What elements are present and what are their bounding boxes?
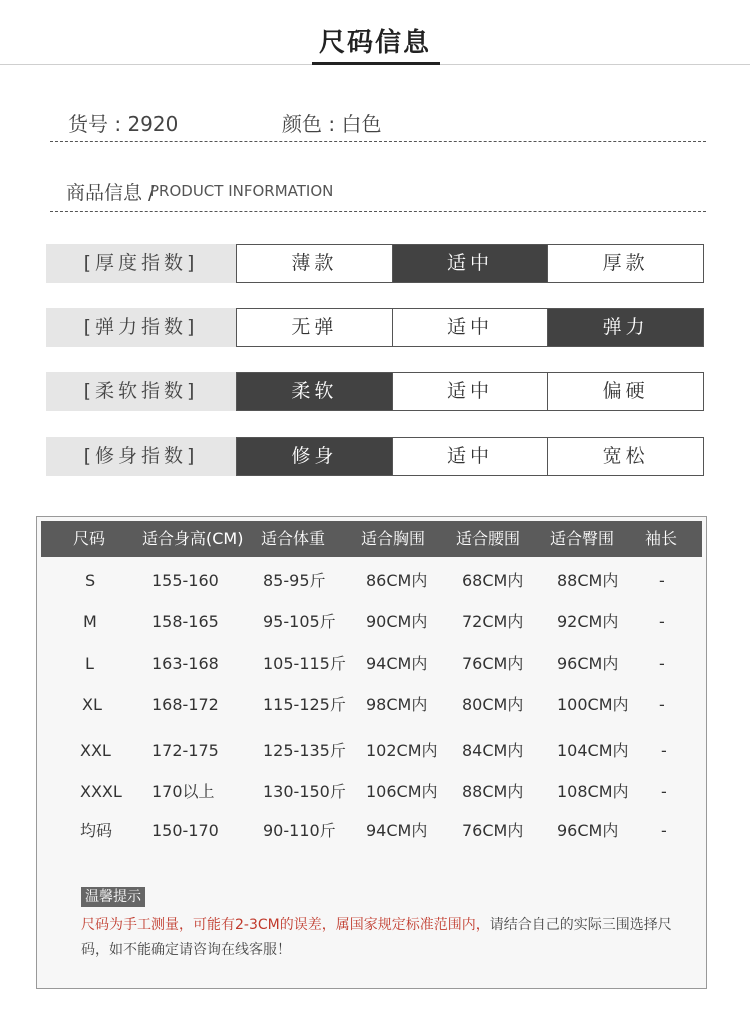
tip-warning: 尺码为手工测量，可能有2-3CM的误差，属国家规定标准范围内， (81, 917, 490, 933)
fit-index-row (46, 437, 704, 476)
size-chart-panel (36, 516, 707, 989)
elasticity-option-stretch: 弹力 (547, 309, 703, 346)
table-row (37, 780, 708, 804)
header-hip: 适合臀围 (550, 529, 615, 548)
cell-weight: 90-110斤 (263, 821, 336, 840)
thickness-option-thin: 薄款 (237, 245, 392, 282)
cell-height: 150-170 (152, 821, 219, 840)
cell-waist: 76CM内 (462, 654, 524, 673)
header-size: 尺码 (73, 529, 106, 548)
product-info-cn: 商品信息 / (66, 182, 155, 204)
cell-chest: 90CM内 (366, 612, 428, 631)
softness-option-medium: 适中 (392, 373, 548, 410)
cell-waist: 76CM内 (462, 821, 524, 840)
cell-weight: 130-150斤 (263, 782, 346, 801)
item-number: 货号 : 2920 (68, 112, 179, 136)
elasticity-index-label: [弹力指数] (46, 308, 236, 347)
header-waist: 适合腰围 (456, 529, 521, 548)
size-table-header (41, 521, 702, 557)
cell-chest: 86CM内 (366, 571, 428, 590)
table-row (37, 693, 708, 717)
fit-option-loose: 宽松 (547, 438, 703, 475)
table-row (37, 819, 708, 843)
thickness-option-medium: 适中 (392, 245, 548, 282)
table-row (37, 652, 708, 676)
softness-options (236, 372, 704, 411)
elasticity-options (236, 308, 704, 347)
table-row (37, 569, 708, 593)
cell-sleeve: - (659, 612, 665, 631)
cell-weight: 105-115斤 (263, 654, 346, 673)
cell-height: 163-168 (152, 654, 219, 673)
table-row (37, 610, 708, 634)
cell-waist: 88CM内 (462, 782, 524, 801)
cell-chest: 98CM内 (366, 695, 428, 714)
tip-badge: 温馨提示 (81, 887, 145, 907)
cell-height: 168-172 (152, 695, 219, 714)
table-row (37, 739, 708, 763)
cell-sleeve: - (661, 821, 667, 840)
cell-chest: 106CM内 (366, 782, 438, 801)
page-title: 尺码信息 (318, 28, 431, 58)
cell-hip: 88CM内 (557, 571, 619, 590)
cell-height: 155-160 (152, 571, 219, 590)
softness-index-row (46, 372, 704, 411)
cell-hip: 100CM内 (557, 695, 629, 714)
item-color: 颜色 : 白色 (282, 112, 382, 136)
cell-height: 158-165 (152, 612, 219, 631)
cell-weight: 95-105斤 (263, 612, 336, 631)
cell-weight: 125-135斤 (263, 741, 346, 760)
product-info-heading (50, 176, 706, 212)
softness-option-soft: 柔软 (237, 373, 392, 410)
softness-index-label: [柔软指数] (46, 372, 236, 411)
elasticity-index-row (46, 308, 704, 347)
cell-hip: 96CM内 (557, 654, 619, 673)
tip-text (81, 913, 686, 963)
cell-size: L (85, 654, 94, 673)
fit-index-label: [修身指数] (46, 437, 236, 476)
cell-waist: 72CM内 (462, 612, 524, 631)
cell-chest: 94CM内 (366, 821, 428, 840)
cell-chest: 94CM内 (366, 654, 428, 673)
thickness-index-row (46, 244, 704, 283)
thickness-option-thick: 厚款 (547, 245, 703, 282)
fit-option-slim: 修身 (237, 438, 392, 475)
cell-size: XXXL (80, 782, 122, 801)
cell-size: XL (82, 695, 102, 714)
cell-weight: 115-125斤 (263, 695, 346, 714)
header-chest: 适合胸围 (361, 529, 426, 548)
cell-height: 170以上 (152, 782, 215, 801)
cell-sleeve: - (661, 741, 667, 760)
cell-hip: 108CM内 (557, 782, 629, 801)
softness-option-firm: 偏硬 (547, 373, 703, 410)
cell-sleeve: - (659, 695, 665, 714)
cell-sleeve: - (659, 571, 665, 590)
tip-advice: 请结合自己的实际三围选择尺码，如不能确定请咨询在线客服！ (81, 917, 672, 958)
cell-size: XXL (80, 741, 111, 760)
info-row (50, 108, 706, 142)
cell-waist: 84CM内 (462, 741, 524, 760)
cell-chest: 102CM内 (366, 741, 438, 760)
cell-weight: 85-95斤 (263, 571, 326, 590)
title-area (0, 0, 750, 66)
fit-options (236, 437, 704, 476)
header-height: 适合身高(CM) (142, 529, 244, 548)
cell-height: 172-175 (152, 741, 219, 760)
elasticity-option-none: 无弹 (237, 309, 392, 346)
cell-size: S (85, 571, 96, 590)
cell-hip: 104CM内 (557, 741, 629, 760)
thickness-index-label: [厚度指数] (46, 244, 236, 283)
cell-hip: 92CM内 (557, 612, 619, 631)
cell-size: M (83, 612, 97, 631)
thickness-options (236, 244, 704, 283)
cell-waist: 68CM内 (462, 571, 524, 590)
cell-hip: 96CM内 (557, 821, 619, 840)
cell-sleeve: - (661, 782, 667, 801)
elasticity-option-medium: 适中 (392, 309, 548, 346)
cell-sleeve: - (659, 654, 665, 673)
cell-size: 均码 (80, 821, 113, 840)
fit-option-medium: 适中 (392, 438, 548, 475)
cell-waist: 80CM内 (462, 695, 524, 714)
header-weight: 适合体重 (261, 529, 326, 548)
product-info-en: PRODUCT INFORMATION (150, 182, 334, 200)
title-underline (312, 62, 440, 65)
header-sleeve: 袖长 (645, 529, 678, 548)
